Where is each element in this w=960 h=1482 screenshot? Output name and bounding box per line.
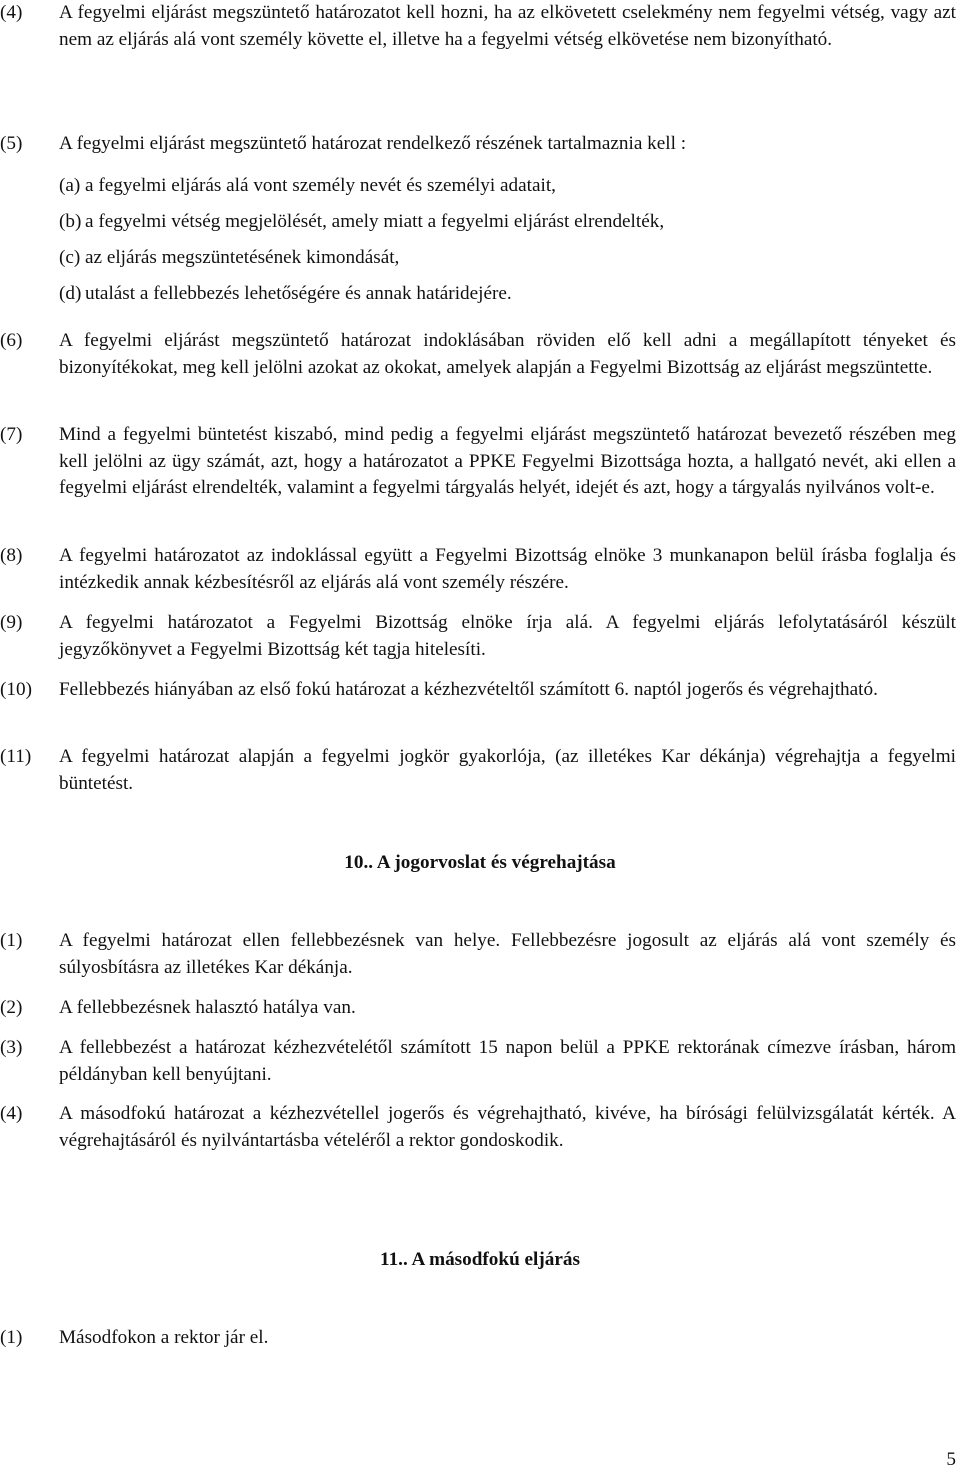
list-item-c bbox=[59, 245, 399, 272]
paragraph-number: (10) bbox=[0, 679, 32, 700]
paragraph-text: A fegyelmi határozat alapján a fegyelmi jogkör gyakorlója, (az illetékes Kar dékánja) végrehajtja a fegyelmi büntetést. bbox=[59, 746, 956, 794]
section-heading-11: 11.. A másodfokú eljárás bbox=[380, 1249, 580, 1270]
list-item-label: (a) bbox=[59, 175, 81, 196]
list-item-text: az eljárás megszüntetésének kimondását, bbox=[85, 247, 400, 268]
list-item-label: (c) bbox=[59, 247, 81, 268]
paragraph-number: (4) bbox=[0, 1103, 23, 1124]
paragraph-number: (11) bbox=[0, 746, 32, 767]
list-item-label: (b) bbox=[59, 211, 82, 232]
paragraph-number: (2) bbox=[0, 997, 23, 1018]
paragraph-9-6 bbox=[0, 328, 956, 381]
paragraph-text: A fellebbezésnek halasztó hatálya van. bbox=[59, 997, 356, 1018]
paragraph-10-3 bbox=[0, 1035, 956, 1088]
paragraph-text: Fellebbezés hiányában az első fokú határozat a kézhezvételtől számított 6. naptól jogerős és végrehajtható. bbox=[59, 679, 878, 700]
paragraph-number: (6) bbox=[0, 330, 23, 351]
paragraph-9-11 bbox=[0, 744, 956, 797]
paragraph-number: (7) bbox=[0, 424, 23, 445]
list-item-text: a fegyelmi eljárás alá vont személy nevét és személyi adatait, bbox=[85, 175, 556, 196]
list-item-d bbox=[59, 281, 512, 308]
paragraph-number: (5) bbox=[0, 133, 23, 154]
paragraph-text: A fegyelmi határozatot a Fegyelmi Bizottság elnöke írja alá. A fegyelmi eljárás lefolytatásáról készült jegyzőkönyvet a Fegyelmi Bizottság két tagja hitelesíti. bbox=[59, 612, 956, 660]
list-item-a bbox=[59, 173, 556, 200]
paragraph-text: A fegyelmi eljárást megszüntető határozat rendelkező részének tartalmaznia kell : bbox=[59, 133, 687, 154]
paragraph-9-10 bbox=[0, 677, 956, 704]
paragraph-text: A másodfokú határozat a kézhezvétellel jogerős és végrehajtható, kivéve, ha bírósági felülvizsgálatát kérték. A végrehajtásáról és nyilvántartásba vételéről a rektor gondoskodik. bbox=[59, 1103, 956, 1151]
paragraph-text: A fegyelmi eljárást megszüntető határozatot kell hozni, ha az elkövetett cselekmény nem fegyelmi vétség, vagy azt nem az eljárás alá vont személy követte el, illetve ha a fegyelmi vétség elkövetése nem bizonyítható. bbox=[59, 2, 956, 50]
paragraph-number: (1) bbox=[0, 930, 23, 951]
paragraph-9-9 bbox=[0, 610, 956, 663]
paragraph-11-1 bbox=[0, 1325, 956, 1352]
paragraph-text: A fegyelmi eljárást megszüntető határozat indoklásában röviden elő kell adni a megállapított tényeket és bizonyítékokat, meg kell jelölni azokat az okokat, amelyek alapján a Fegyelmi Bizottság az eljárást megszüntette. bbox=[59, 330, 956, 378]
paragraph-10-1 bbox=[0, 928, 956, 981]
list-item-text: a fegyelmi vétség megjelölését, amely miatt a fegyelmi eljárást elrendelték, bbox=[85, 211, 665, 232]
paragraph-9-4 bbox=[0, 0, 956, 53]
paragraph-9-8 bbox=[0, 543, 956, 596]
paragraph-number: (3) bbox=[0, 1037, 23, 1058]
paragraph-number: (1) bbox=[0, 1327, 23, 1348]
paragraph-number: (8) bbox=[0, 545, 23, 566]
paragraph-text: A fellebbezést a határozat kézhezvételétől számított 15 napon belül a PPKE rektorának címezve írásban, három példányban kell benyújtani. bbox=[59, 1037, 956, 1085]
list-item-b bbox=[59, 209, 664, 236]
paragraph-text: Mind a fegyelmi büntetést kiszabó, mind pedig a fegyelmi eljárást megszüntető határozat bevezető részében meg kell jelölni az ügy számát, azt, hogy a határozatot a PPKE Fegyelmi Bizottsága hozta, a hallgató nevét, aki ellen a fegyelmi eljárást elrendelték, valamint a fegyelmi tárgyalás helyét, idejét és azt, hogy a tárgyalás nyilvános volt-e. bbox=[59, 424, 956, 498]
paragraph-9-7 bbox=[0, 422, 956, 502]
paragraph-text: A fegyelmi határozatot az indoklással együtt a Fegyelmi Bizottság elnöke 3 munkanapon belül írásba foglalja és intézkedik annak kézbesítésről az eljárás alá vont személy részére. bbox=[59, 545, 956, 593]
paragraph-9-5 bbox=[0, 131, 956, 158]
list-item-label: (d) bbox=[59, 283, 82, 304]
page-number: 5 bbox=[946, 1449, 956, 1470]
paragraph-number: (9) bbox=[0, 612, 23, 633]
section-heading-10: 10.. A jogorvoslat és végrehajtása bbox=[344, 852, 616, 873]
paragraph-10-4 bbox=[0, 1101, 956, 1154]
list-item-text: utalást a fellebbezés lehetőségére és annak határidejére. bbox=[85, 283, 512, 304]
paragraph-text: Másodfokon a rektor jár el. bbox=[59, 1327, 269, 1348]
paragraph-10-2 bbox=[0, 995, 956, 1022]
paragraph-number: (4) bbox=[0, 2, 23, 23]
paragraph-text: A fegyelmi határozat ellen fellebbezésnek van helye. Fellebbezésre jogosult az eljárás alá vont személy és súlyosbításra az illetékes Kar dékánja. bbox=[59, 930, 956, 978]
